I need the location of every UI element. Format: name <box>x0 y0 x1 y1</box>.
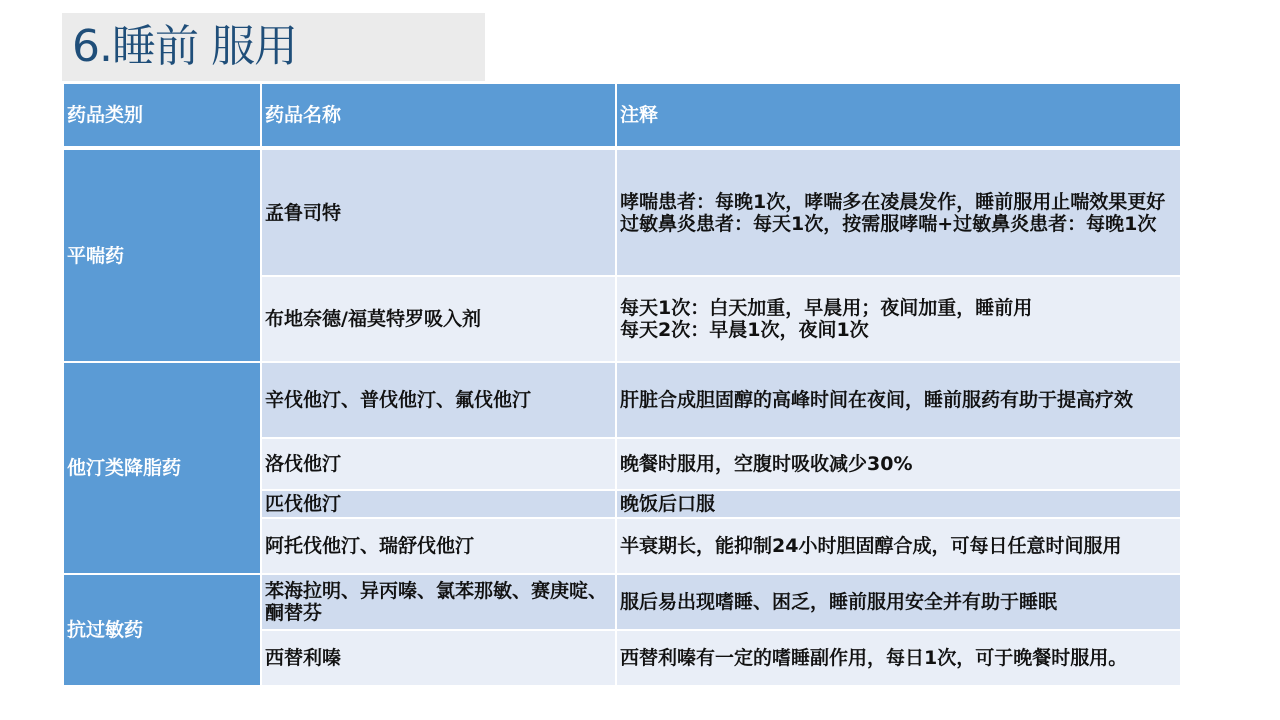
category-cell: 他汀类降脂药 <box>63 362 261 574</box>
table-row <box>63 362 1181 438</box>
header-notes: 注释 <box>616 83 1181 148</box>
table-row <box>63 574 1181 630</box>
note-cell: 西替利嗪有一定的嗜睡副作用，每日1次，可于晚餐时服用。 <box>616 630 1181 686</box>
note-cell: 哮喘患者：每晚1次，哮喘多在凌晨发作，睡前服用止喘效果更好 过敏鼻炎患者：每天1次，按需服哮喘+过敏鼻炎患者：每晚1次 <box>616 148 1181 276</box>
drug-name-cell: 布地奈德/福莫特罗吸入剂 <box>261 276 616 362</box>
title-band <box>62 13 485 81</box>
category-cell: 抗过敏药 <box>63 574 261 686</box>
drug-name-cell: 阿托伐他汀、瑞舒伐他汀 <box>261 518 616 574</box>
page-title: 6.睡前 服用 <box>72 21 297 72</box>
note-cell: 肝脏合成胆固醇的高峰时间在夜间，睡前服药有助于提高疗效 <box>616 362 1181 438</box>
note-cell: 半衰期长，能抑制24小时胆固醇合成，可每日任意时间服用 <box>616 518 1181 574</box>
header-drug-name: 药品名称 <box>261 83 616 148</box>
table-header-row <box>63 83 1181 148</box>
category-cell: 平喘药 <box>63 148 261 362</box>
drug-name-cell: 苯海拉明、异丙嗪、氯苯那敏、赛庚啶、酮替芬 <box>261 574 616 630</box>
medication-table <box>62 82 1182 687</box>
drug-name-cell: 洛伐他汀 <box>261 438 616 490</box>
drug-name-cell: 西替利嗪 <box>261 630 616 686</box>
drug-name-cell: 孟鲁司特 <box>261 148 616 276</box>
drug-name-cell: 辛伐他汀、普伐他汀、氟伐他汀 <box>261 362 616 438</box>
note-cell: 晚饭后口服 <box>616 490 1181 518</box>
note-cell: 晚餐时服用，空腹时吸收减少30% <box>616 438 1181 490</box>
note-cell: 服后易出现嗜睡、困乏，睡前服用安全并有助于睡眠 <box>616 574 1181 630</box>
header-category: 药品类别 <box>63 83 261 148</box>
drug-name-cell: 匹伐他汀 <box>261 490 616 518</box>
table-row <box>63 148 1181 276</box>
note-cell: 每天1次：白天加重，早晨用；夜间加重，睡前用 每天2次：早晨1次，夜间1次 <box>616 276 1181 362</box>
